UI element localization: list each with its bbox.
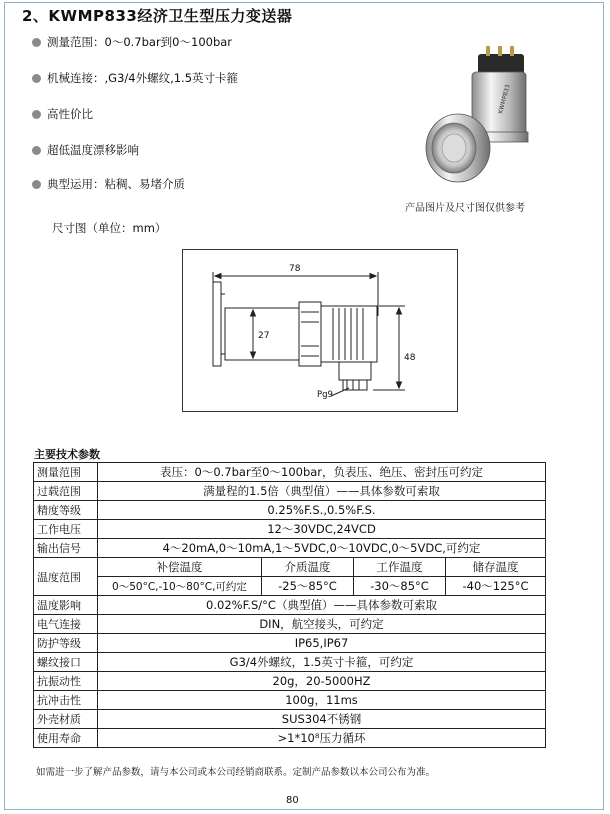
- table-row: [34, 520, 546, 539]
- table-row: [34, 463, 546, 482]
- spec-value: IP65,IP67: [98, 634, 546, 653]
- spec-value: >1*10⁸压力循环: [98, 729, 546, 748]
- spec-label: 使用寿命: [34, 729, 98, 748]
- spec-label: 防护等级: [34, 634, 98, 653]
- temp-header: 储存温度: [446, 558, 546, 577]
- table-row: [34, 596, 546, 615]
- spec-label: 螺纹接口: [34, 653, 98, 672]
- footer-note: 如需进一步了解产品参数，请与本公司或本公司经销商联系。定制产品参数以本公司公布为准。: [36, 767, 436, 778]
- temp-header: 介质温度: [262, 558, 354, 577]
- temp-value: -30～85°C: [354, 577, 446, 596]
- table-row: [34, 577, 546, 596]
- spec-label: 测量范围: [34, 463, 98, 482]
- bullet-icon: [32, 180, 41, 189]
- table-row: [34, 672, 546, 691]
- spec-value: 20g，20-5000HZ: [98, 672, 546, 691]
- table-row: [34, 634, 546, 653]
- table-row: [34, 710, 546, 729]
- spec-value: 4～20mA,0～10mA,1～5VDC,0～10VDC,0～5VDC,可约定: [98, 539, 546, 558]
- spec-label: 过载范围: [34, 482, 98, 501]
- spec-label: 精度等级: [34, 501, 98, 520]
- table-row: [34, 482, 546, 501]
- dim-length: 78: [289, 264, 301, 274]
- spec-value: DIN，航空接头，可约定: [98, 615, 546, 634]
- temp-value: -25～85°C: [262, 577, 354, 596]
- dimension-title: 尺寸图（单位：mm）: [52, 221, 167, 235]
- table-row: [34, 501, 546, 520]
- table-row: [34, 558, 546, 577]
- table-row: [34, 539, 546, 558]
- spec-value: 0.02%F.S/°C（典型值）——具体参数可索取: [98, 596, 546, 615]
- bullet-icon: [32, 110, 41, 119]
- bullet-icon: [32, 38, 41, 47]
- dim-thread: Pg9: [317, 390, 333, 400]
- table-row: [34, 691, 546, 710]
- spec-value: G3/4外螺纹，1.5英寸卡箍，可约定: [98, 653, 546, 672]
- dimension-drawing: [182, 249, 458, 412]
- bullet-icon: [32, 74, 41, 83]
- temp-header: 补偿温度: [98, 558, 262, 577]
- spec-label: 输出信号: [34, 539, 98, 558]
- spec-value: 0.25%F.S.,0.5%F.S.: [98, 501, 546, 520]
- dim-diameter: 27: [258, 331, 270, 341]
- table-row: [34, 653, 546, 672]
- photo-caption: 产品图片及尺寸图仅供参考: [405, 203, 525, 214]
- feature-item: 超低温度漂移影响: [32, 142, 139, 158]
- spec-label: 工作电压: [34, 520, 98, 539]
- page-number: 80: [286, 795, 299, 806]
- spec-label: 抗振动性: [34, 672, 98, 691]
- product-title: 2、KWMP833经济卫生型压力变送器: [22, 7, 293, 25]
- feature-item: 测量范围：0～0.7bar到0～100bar: [32, 34, 232, 50]
- photo-label: KWMP833: [497, 83, 512, 115]
- feature-item: 高性价比: [32, 106, 93, 122]
- bullet-icon: [32, 146, 41, 155]
- feature-item: 典型运用：粘稠、易堵介质: [32, 176, 185, 192]
- spec-label: 温度范围: [34, 558, 98, 596]
- spec-value: 100g，11ms: [98, 691, 546, 710]
- temp-value: -40～125°C: [446, 577, 546, 596]
- table-row: [34, 615, 546, 634]
- dim-height: 48: [404, 353, 416, 363]
- table-row: [34, 729, 546, 748]
- product-photo: [410, 44, 568, 184]
- spec-label: 温度影响: [34, 596, 98, 615]
- spec-table: [33, 462, 546, 748]
- spec-label: 抗冲击性: [34, 691, 98, 710]
- spec-value: 12～30VDC,24VCD: [98, 520, 546, 539]
- feature-item: 机械连接：,G3/4外螺纹,1.5英寸卡箍: [32, 70, 238, 86]
- temp-header: 工作温度: [354, 558, 446, 577]
- spec-value: 满量程的1.5倍（典型值）——具体参数可索取: [98, 482, 546, 501]
- temp-value: 0～50°C,-10～80°C,可约定: [98, 577, 262, 596]
- specs-title: 主要技术参数: [34, 448, 100, 461]
- spec-value: 表压：0～0.7bar至0～100bar，负表压、绝压、密封压可约定: [98, 463, 546, 482]
- spec-value: SUS304不锈钢: [98, 710, 546, 729]
- spec-label: 外壳材质: [34, 710, 98, 729]
- spec-label: 电气连接: [34, 615, 98, 634]
